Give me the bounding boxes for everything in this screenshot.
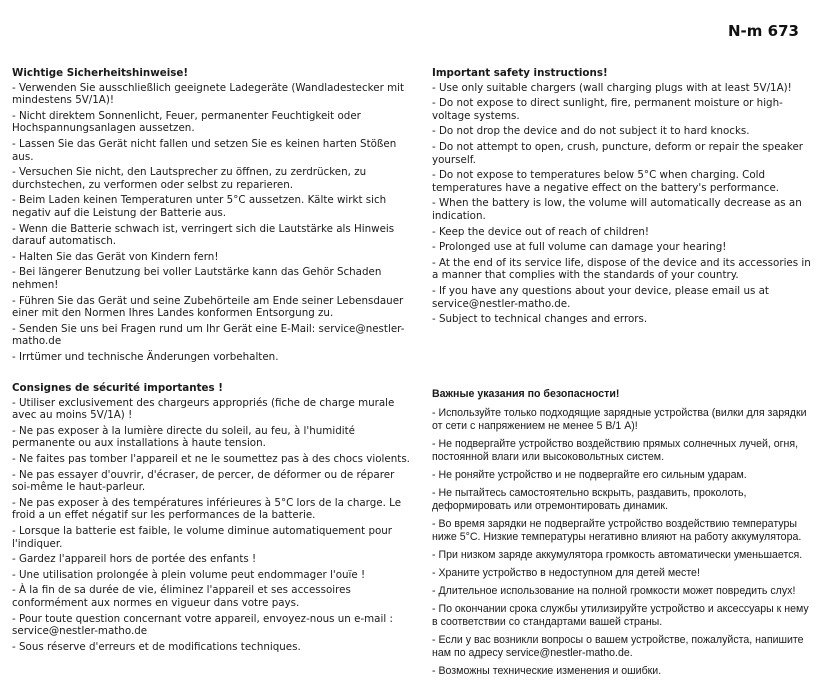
safety-item: - Beim Laden keinen Temperaturen unter 5°C aussetzen. Kälte wirkt sich negativ auf die Leistung der Batterie aus.	[12, 194, 387, 219]
safety-item: - Храните устройство в недоступном для детей месте!	[432, 567, 700, 579]
safety-item: - Длительное использование на полной громкости может повредить слух!	[432, 585, 796, 597]
safety-item: - Do not drop the device and do not subject it to hard knocks.	[432, 125, 750, 138]
safety-item: - Do not attempt to open, crush, puncture, deform or repair the speaker yourself.	[432, 140, 804, 166]
safety-item: - Используйте только подходящие зарядные устройства (вилки для зарядки от сети с напряжением не менее 5 В/1 А)!	[432, 407, 807, 432]
safety-item: - Subject to technical changes and errors.	[432, 313, 648, 326]
safety-item: - По окончании срока службы утилизируйте устройство и аксессуары к нему в соответствии со стандартами вашей страны.	[432, 603, 809, 628]
safety-item: - Sous réserve d'erreurs et de modifications techniques.	[12, 640, 301, 653]
section-title: Consignes de sécurité importantes !	[12, 382, 223, 394]
section-title: Wichtige Sicherheitshinweise!	[12, 67, 189, 79]
safety-item: - Не роняйте устройство и не подвергайте его сильным ударам.	[432, 469, 747, 481]
safety-item: - Pour toute question concernant votre appareil, envoyez-nous un e-mail : service@nestler-matho.de	[12, 612, 393, 638]
safety-item: - Lassen Sie das Gerät nicht fallen und setzen Sie es keinen harten Stößen aus.	[12, 137, 397, 163]
safety-item: - Возможны технические изменения и ошибки.	[432, 665, 662, 677]
safety-item: - Use only suitable chargers (wall charging plugs with at least 5V/1A)!	[432, 81, 792, 94]
safety-item: - Irrtümer und technische Änderungen vorbehalten.	[12, 350, 279, 363]
safety-item: - Halten Sie das Gerät von Kindern fern!	[12, 250, 219, 263]
section-french	[12, 382, 410, 656]
safety-item: - Если у вас возникли вопросы о вашем устройстве, пожалуйста, напишите нам по адресу service@nestler-matho.de.	[432, 634, 804, 659]
safety-item: - Ne pas essayer d'ouvrir, d'écraser, de percer, de déformer ou de réparer soi-même le haut-parleur.	[12, 468, 395, 494]
safety-item: - Keep the device out of reach of children!	[432, 225, 650, 238]
safety-item: - Prolonged use at full volume can damage your hearing!	[432, 241, 727, 254]
safety-item: - Wenn die Batterie schwach ist, verringert sich die Lautstärke als Hinweis darauf automatisch.	[12, 222, 395, 248]
safety-item: - Senden Sie uns bei Fragen rund um Ihr Gerät eine E-Mail: service@nestler-matho.de	[12, 322, 405, 348]
model-code: N-m 673	[728, 22, 799, 40]
section-title: Важные указания по безопасности!	[432, 388, 620, 400]
safety-item: - Ne faites pas tomber l'appareil et ne le soumettez pas à des chocs violents.	[12, 452, 410, 465]
safety-item: - Do not expose to direct sunlight, fire, permanent moisture or high-voltage systems.	[432, 97, 783, 122]
safety-item: - Versuchen Sie nicht, den Lautsprecher zu öffnen, zu zerdrücken, zu durchstechen, zu verformen oder selbst zu reparieren.	[12, 166, 367, 191]
safety-item: - Не подвергайте устройство воздействию прямых солнечных лучей, огня, постоянной влаги или высоковольтных систем.	[432, 438, 799, 463]
safety-item: - At the end of its service life, dispose of the device and its accessories in a manner that complies with the standards of your country.	[432, 256, 811, 282]
safety-item: - Une utilisation prolongée à plein volume peut endommager l'ouïe !	[12, 568, 366, 581]
safety-item: - Не пытайтесь самостоятельно вскрыть, раздавить, проколоть, деформировать или отремонтировать динамик.	[432, 487, 747, 512]
safety-item: - Utiliser exclusivement des chargeurs appropriés (fiche de charge murale avec au moins 5V/1A) !	[12, 396, 395, 422]
safety-item: - Во время зарядки не подвергайте устройство воздействию температуры ниже 5°C. Низкие температуры негативно влияют на работу аккумулятора.	[432, 518, 802, 543]
safety-item: - If you have any questions about your device, please email us at service@nestler-matho.de.	[432, 284, 769, 310]
section-german	[12, 67, 410, 366]
safety-item: - Ne pas exposer à des températures inférieures à 5°C lors de la charge. Le froid a un effet négatif sur les performances de la batterie.	[12, 496, 402, 522]
safety-item: - Gardez l'appareil hors de portée des enfants !	[12, 553, 257, 566]
safety-item: - When the battery is low, the volume will automatically decrease as an indication.	[432, 197, 802, 222]
safety-item: - Do not expose to temperatures below 5°C when charging. Cold temperatures have a negative effect on the battery's performance.	[432, 169, 780, 194]
safety-item: - Verwenden Sie ausschließlich geeignete Ladegeräte (Wandladestecker mit mindestens 5V/1A)!	[12, 81, 405, 107]
safety-item: - Bei längerer Benutzung bei voller Lautstärke kann das Gehör Schaden nehmen!	[12, 266, 382, 291]
section-english	[432, 67, 812, 329]
section-title: Important safety instructions!	[432, 67, 608, 79]
safety-item: - Lorsque la batterie est faible, le volume diminue automatiquement pour l'indiquer.	[12, 524, 393, 550]
safety-item: - При низком заряде аккумулятора громкость автоматически уменьшается.	[432, 549, 803, 561]
safety-item: - Nicht direktem Sonnenlicht, Feuer, permanenter Feuchtigkeit oder Hochspannungsanlagen aussetzen.	[12, 109, 361, 135]
section-russian	[432, 388, 812, 683]
safety-item: - Führen Sie das Gerät und seine Zubehörteile am Ende seiner Lebensdauer einer mit den Normen Ihres Landes konformen Entsorgung zu.	[12, 294, 404, 320]
safety-item: - Ne pas exposer à la lumière directe du soleil, au feu, à l'humidité permanente ou aux installations à haute tension.	[12, 424, 355, 450]
safety-item: - À la fin de sa durée de vie, éliminez l'appareil et ses accessoires conformément aux normes en vigueur dans votre pays.	[12, 584, 351, 609]
